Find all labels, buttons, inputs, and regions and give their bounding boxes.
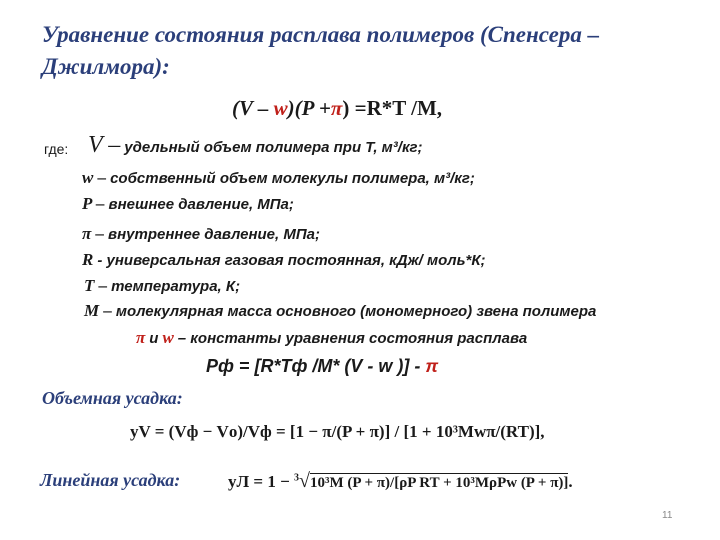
eq-part3: ) =R*T /M, <box>342 96 443 120</box>
linear-start: yЛ = 1 − <box>228 472 295 491</box>
def-symbol: V – <box>88 132 121 158</box>
definition-w <box>82 168 475 188</box>
def-text: собственный объем молекулы полимера, м³/кг; <box>110 170 475 187</box>
def-text: молекулярная масса основного (мономерного) звена полимера <box>115 303 597 320</box>
radical-sign-icon: √ <box>299 470 311 492</box>
eq-part2: )(P + <box>287 96 331 120</box>
def-symbol: T – <box>84 276 108 295</box>
definition-v <box>88 132 423 159</box>
volumetric-label: Объемная усадка: <box>42 388 183 408</box>
main-equation <box>232 96 442 121</box>
const-w: w <box>162 328 174 347</box>
linear-label: Линейная усадка: <box>40 470 181 490</box>
constants-line <box>136 328 527 348</box>
slide-title-line2: Джилмора): <box>42 54 170 79</box>
def-symbol: R <box>82 250 94 269</box>
def-symbol: P – <box>82 194 105 213</box>
pf-left: Pф = [R*Tф /M* (V - w )] - <box>206 356 426 376</box>
definition-r <box>82 250 486 270</box>
radicand: 10³M (P + π)/[ρP RT + 10³MρPw (P + π)] <box>310 475 569 491</box>
const-pi: π <box>136 328 146 347</box>
definition-pi <box>82 224 320 244</box>
pf-formula <box>206 356 438 377</box>
def-text: внешнее давление, МПа; <box>108 196 294 213</box>
def-text: температура, К; <box>111 278 241 295</box>
def-symbol: w – <box>82 168 107 187</box>
def-symbol: π – <box>82 224 105 243</box>
const-and: и <box>149 330 159 347</box>
volumetric-formula: yV = (Vф − Vо)/Vф = [1 − π/(P + π)] / [1 + 10³Mwπ/(RT)], <box>130 422 545 441</box>
def-text: внутреннее давление, МПа; <box>108 226 320 243</box>
linear-formula <box>228 470 573 493</box>
pf-pi: π <box>425 356 439 376</box>
page-number: 11 <box>662 510 673 521</box>
definition-m <box>84 301 596 321</box>
where-label: где: <box>44 141 69 157</box>
definition-t <box>84 276 240 296</box>
def-text: удельный объем полимера при T, м³/кг; <box>124 139 423 156</box>
slide-title-line1: Уравнение состояния расплава полимеров (Спенсера – <box>42 22 600 47</box>
eq-part1: (V – <box>232 96 274 120</box>
root-index: 3 <box>294 472 300 484</box>
definition-p <box>82 194 294 214</box>
eq-pi: π <box>330 96 343 120</box>
linear-end: . <box>568 472 573 491</box>
def-text: - универсальная газовая постоянная, кДж/ моль*К; <box>97 252 486 269</box>
eq-w: w <box>273 96 288 120</box>
const-text: – константы уравнения состояния расплава <box>177 330 528 347</box>
def-symbol: M – <box>84 301 112 320</box>
